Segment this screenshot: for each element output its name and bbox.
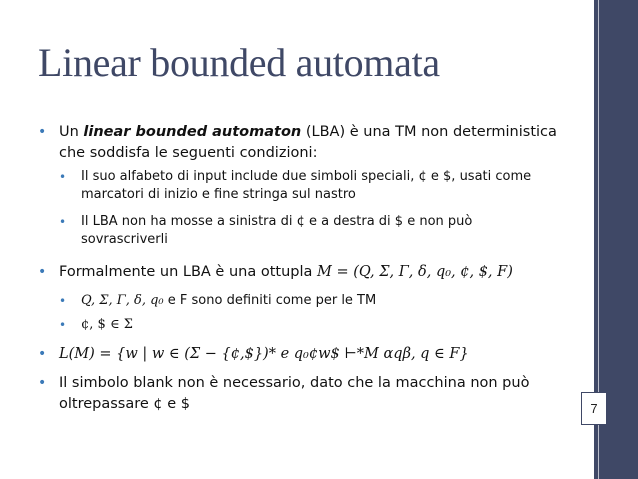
bullet-text-post: (LBA) è una TM non deterministica che soddisfa le seguenti condizioni: bbox=[59, 124, 557, 161]
bullet-icon: • bbox=[59, 170, 67, 184]
math-language: L(M) = {w | w ∈ (Σ − {¢,$})* e q₀¢w$ ⊢*M αqβ, q ∈ F} bbox=[59, 346, 469, 362]
subbullet-text: Il suo alfabeto di input include due simboli speciali, ¢ e $, usati come marcatori di inizio e fine stringa sul nastro bbox=[81, 169, 532, 202]
bullet-icon: • bbox=[38, 264, 47, 280]
bullet-icon: • bbox=[59, 215, 67, 229]
math-tuple: M = (Q, Σ, Γ, δ, q₀, ¢, $, F) bbox=[317, 264, 513, 280]
bullet-text-pre: Un bbox=[59, 124, 84, 140]
bullet-icon: • bbox=[59, 318, 67, 332]
math-components: Q, Σ, Γ, δ, q₀ bbox=[81, 293, 164, 308]
math-markers: ¢, $ ∈ Σ bbox=[81, 317, 133, 332]
subbullet-text: e F sono definiti come per le TM bbox=[163, 293, 377, 308]
bullet-text-pre: Formalmente un LBA è una ottupla bbox=[59, 264, 317, 280]
page-number: 7 bbox=[581, 392, 607, 425]
bullet-text: Il simbolo blank non è necessario, dato che la macchina non può oltrepassare ¢ e $ bbox=[59, 375, 530, 412]
slide-title: Linear bounded automata bbox=[38, 40, 440, 85]
bullet-text-emphasis: linear bounded automaton bbox=[83, 124, 302, 140]
bullet-icon: • bbox=[38, 346, 47, 362]
bullet-icon: • bbox=[38, 124, 47, 140]
bullet-icon: • bbox=[38, 375, 47, 391]
subbullet-text: Il LBA non ha mosse a sinistra di ¢ e a destra di $ e non può sovrascriverli bbox=[81, 214, 473, 247]
bullet-icon: • bbox=[59, 294, 67, 308]
